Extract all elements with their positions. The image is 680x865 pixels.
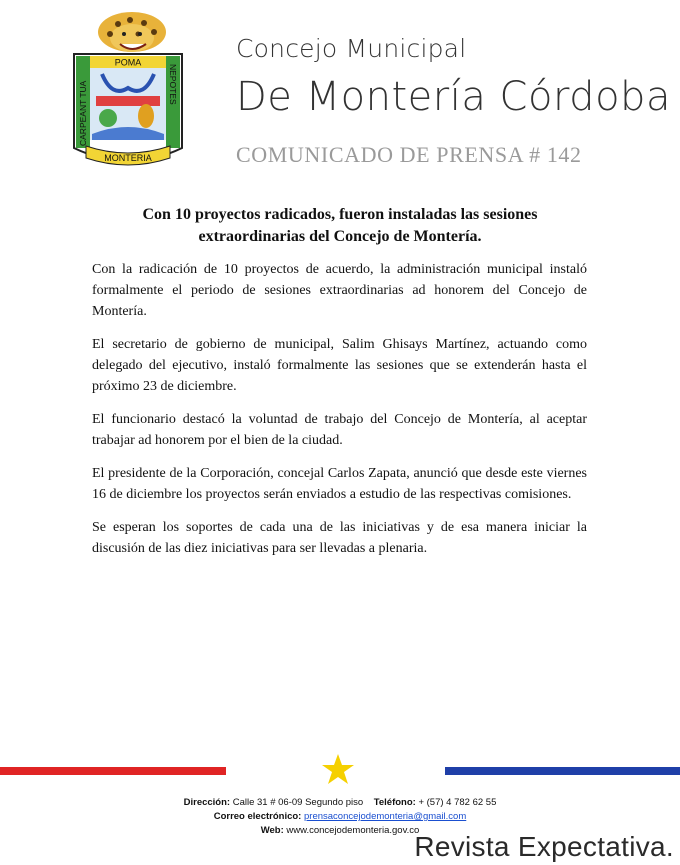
email-link[interactable]: prensaconcejodemonteria@gmail.com xyxy=(304,811,467,822)
web-line: Web: www.concejodemonteria.gov.co xyxy=(260,825,420,836)
article-title: Con 10 proyectos radicados, fueron instaladas las sesiones extraordinarias del Concejo de Montería. xyxy=(142,206,538,245)
article-body xyxy=(92,259,587,571)
email-line: Correo electrónico: prensaconcejodemonteria@gmail.com xyxy=(213,811,467,822)
article-paragraph: El secretario de gobierno de municipal, Salim Ghisays Martínez, actuando como delegado del ejecutivo, instaló formalmente las sesiones que se extenderán hasta el próximo 23 de diciembre. xyxy=(92,337,587,394)
monteria-crest-logo xyxy=(68,8,188,170)
header-city: De Montería Córdoba xyxy=(236,74,671,120)
article-paragraph: El presidente de la Corporación, concejal Carlos Zapata, anunció que desde este viernes 16 de diciembre los proyectos serán enviados a estudio de las respectivas comisiones. xyxy=(92,466,587,502)
star-icon xyxy=(321,753,355,785)
address-line: Dirección: Calle 31 # 06-09 Segundo piso Teléfono: + (57) 4 782 62 55 xyxy=(183,797,497,808)
press-release-number: COMUNICADO DE PRENSA # 142 xyxy=(236,142,582,167)
website-text: www.concejodemonteria.gov.co xyxy=(286,825,420,836)
header-institution: Concejo Municipal xyxy=(236,34,467,63)
article-paragraph: Se esperan los soportes de cada una de las iniciativas y de esa manera iniciar la discusión de las diez iniciativas para ser llevadas a plenaria. xyxy=(92,520,587,556)
article-paragraph: El funcionario destacó la voluntad de trabajo del Concejo de Montería, al aceptar trabajar ad honorem por el bien de la ciudad. xyxy=(92,412,587,448)
crest-bottom-label: MONTERIA xyxy=(104,153,152,163)
crest-left-label: CARPEANT TUA xyxy=(78,80,88,146)
blue-divider-bar xyxy=(445,767,680,775)
jaguar-icon xyxy=(98,12,166,52)
red-divider-bar xyxy=(0,767,226,775)
crest-top-label: POMA xyxy=(114,57,142,68)
article-paragraph: Con la radicación de 10 proyectos de acuerdo, la administración municipal instaló formalmente el periodo de sesiones extraordinarias ad honorem del Concejo de Montería. xyxy=(92,262,587,319)
source-watermark: Revista Expectativa. xyxy=(414,831,674,862)
crest-right-label: NEPOTES xyxy=(168,64,178,105)
